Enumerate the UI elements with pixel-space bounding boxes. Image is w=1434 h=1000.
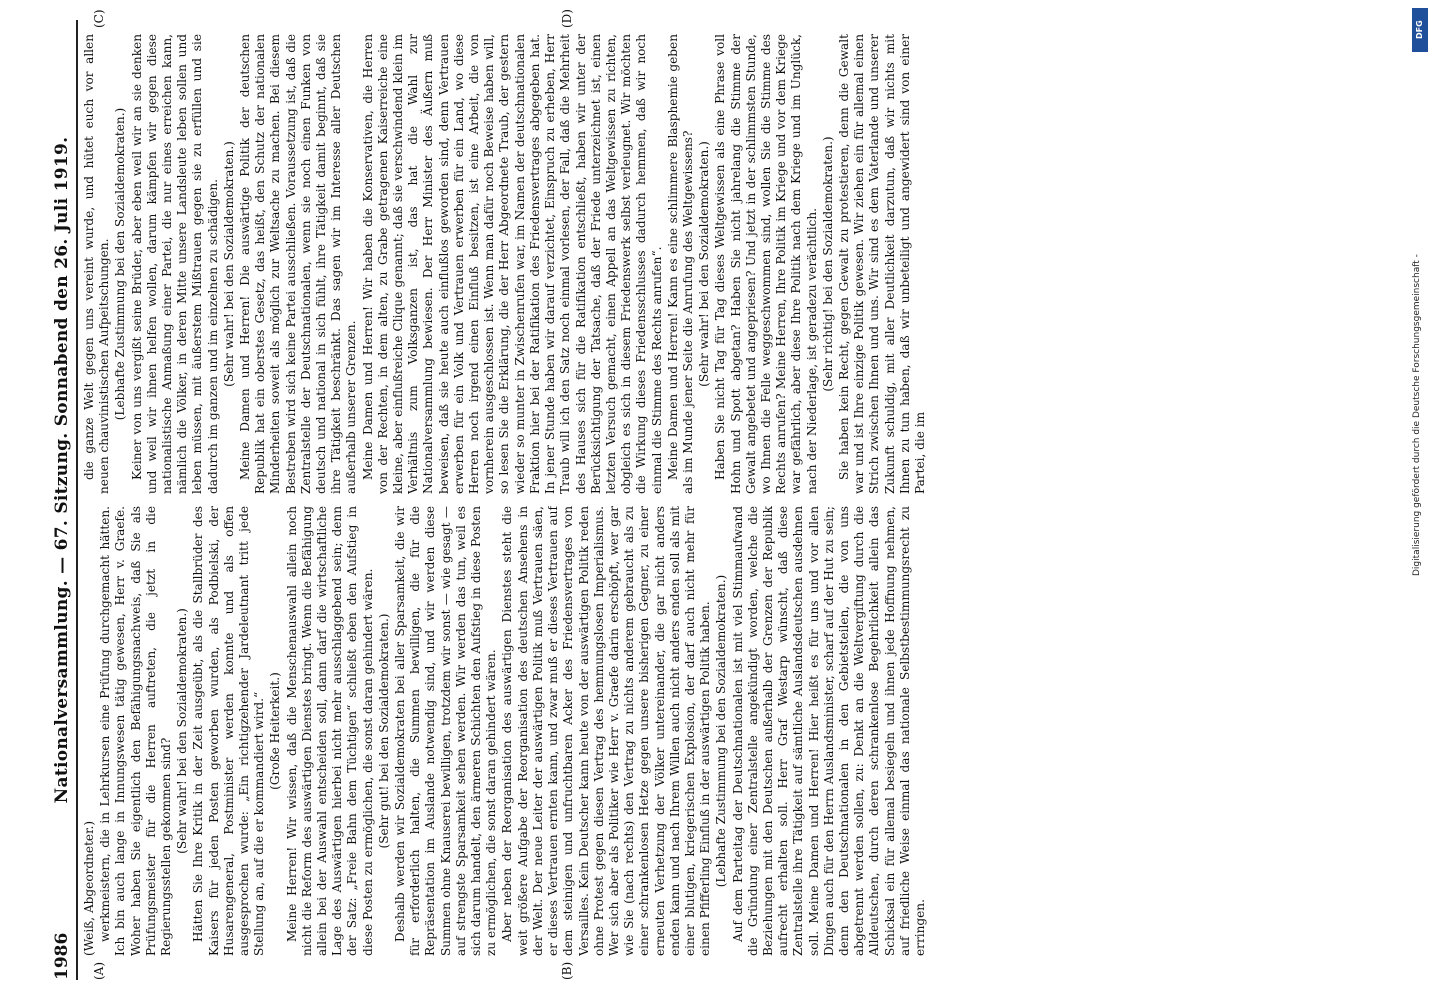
- paragraph: Meine Herren! Wir wissen, daß die Menschenauswahl allein noch nicht die Reform des auswärtigen Dienstes bringt. Wenn die Befähigung allein bei der Auswahl entscheiden soll, dann darf die wirtschaftliche Lage des Auswärtigen hierbei nicht mehr ausschlaggebend sein; denn der Satz: „Freie Bahn dem Tüchtigen“ schließt eben den Aufstieg in diese Posten zu ermöglichen, die sonst daran gehindert wären.: [284, 506, 375, 956]
- interjection: (Sehr richtig! bei den Sozialdemokraten.): [820, 136, 835, 392]
- speaker-line: (Weiß, Abgeordneter.): [82, 820, 96, 956]
- interjection: (Sehr wahr! bei den Sozialdemokraten.): [697, 141, 712, 387]
- dfg-logo: DFG: [1412, 8, 1428, 52]
- paragraph: Deshalb werden wir Sozialdemokraten bei aller Sparsamkeit, die wir für erforderlich halten, die Summen bewilligen, die für die Repräsentation im Auslande notwendig sind, und wir werden diese Summen ohne Knauserei bewilligen, trotzdem wir sonst — wie gesagt — auf strengste Sparsamkeit sehen werden. Wir werden das tun, weil es sich darum handelt, den ärmeren Schichten den Aufstieg in diese Posten zu ermöglichen, die sonst daran gehindert wären.: [393, 506, 499, 956]
- running-title: Nationalversammlung. — 67. Sitzung. Sonnabend den 26. Juli 1919.: [52, 136, 72, 804]
- paragraph: Meine Damen und Herren! Wir haben die Konservativen, die Herren von der Rechten, in dem alten, zu Grabe getragenen Kaiserreiche eine kleine, aber einflußreiche Clique genannt; daß sie verschwindend klein im Verhältnis zum Volksganzen ist, das hat die Wahl zur Nationalversammlung bewiesen. Der Herr Minister des Äußern muß beweisen, daß sie heute auch einflußlos geworden sind, denn Vertrauen erwerben für ein Volk und Vertrauen erwerben für ein Land, wo diese Herren noch irgend einen Einfluß besitzen, ist eine Arbeit, die von vornherein ausgeschlossen ist. Wenn man dafür noch Beweise haben will, so lesen Sie die Erklärung, die der Herr Abgeordnete Traub, der gestern wieder so munter in Zwischenrufen war, im Namen der deutschnationalen Fraktion hier bei der Ratifikation des Friedensvertrages abgegeben hat. In jener Stunde haben wir darauf verzichtet, Einspruch zu erheben, Herr Traub will ich den Satz noch einmal vorlesen, der Fall, daß die Mehrheit des Hauses sich für die Ratifikation entschließt, haben wir unter der Berücksichtigung der Tatsache, daß der Friede unterzeichnet ist, einen letzten Versuch gemacht, einen Appell an das Weltgewissen zu richten, obgleich es sich in diesem Friedenswerk selbst verleugnet. Wir möchten die Wirkung dieses Friedensschlusses dadurch hemmen, daß wir noch einmal die Stimme des Rechts anrufen“.: [360, 34, 664, 494]
- credit-text: Digitalisierung gefördert durch die Deutsche Forschungsgemeinschaft -: [1412, 254, 1422, 576]
- paragraph: werkmeistern, die in Lehrkursen eine Prüfung durchgemacht hätten. Ich bin auch lange in Innungswesen tätig gewesen, Herr v. Graefe. Woher haben Sie eigentlich den Befähigungsnachweis, daß Sie als Prüfungsmeister für die Herren auftreten, die jetzt in die Regierungsstellen gekommen sind?: [98, 506, 174, 956]
- margin-marker-b: (B): [560, 961, 574, 980]
- paragraph: Meine Damen und Herren! Die auswärtige Politik der deutschen Republik hat ein oberstes Gesetz, das heißt, den Schutz der nationalen Minderheiten soweit als möglich zur Weltsache zu machen. Bei diesem Bestreben wird sich keine Partei ausschließen. Voraussetzung ist, daß die Zentralstelle der Deutschnationalen, wenn sie noch einen Funken von deutsch und national in sich fühlt, ihre Tätigkeit damit beginnt, daß sie ihre Tätigkeit beschränkt. Das sagen wir im Interesse aller Deutschen außerhalb unserer Grenzen.: [238, 34, 359, 494]
- paragraph: Hätten Sie Ihre Kritik in der Zeit ausgeübt, als die Stallbrüder des Kaisers für jeden Posten geworben wurden, als Podbielski, der Husarengeneral, Postminister werden konnte und als offen ausgesprochen wurde: „Ein richtigzehender Jardeleutnant tritt jede Stellung an, auf die er kommandiert wird.“: [191, 506, 267, 956]
- margin-marker-c: (C): [92, 9, 106, 28]
- interjection: (Sehr wahr! bei den Sozialdemokraten.): [175, 608, 190, 854]
- margin-marker-d: (D): [560, 9, 574, 28]
- paragraph: die ganze Welt gegen uns vereint wurde, und hütet euch vor allen neuen chauvinistischen Aufpeitschungen.: [82, 34, 112, 494]
- digitization-credit: [1412, 8, 1432, 994]
- right-text-column: [82, 34, 1312, 494]
- interjection: (Sehr wahr! bei den Sozialdemokraten.): [221, 141, 236, 387]
- paragraph: Auf dem Parteitag der Deutschnationalen ist mit viel Stimmaufwand die Gründung einer Zentralstelle angekündigt worden, welche die Beziehungen mit den Deutschen außerhalb der Grenzen der Republik aufrecht erhalten soll. Herr Graf Westarp wünscht, daß diese Zentralstelle ihre Tätigkeit auf sämtliche Auslandsdeutschen ausdehnen soll. Meine Damen und Herren! Hier heißt es für uns und vor allen Dingen auch für den Herrn Auslandsminister, scharf auf der Hut zu sein; denn den Deutschnationalen in den Gebietsteilen, die von uns abgetrennt werden sollen, zu: Denkt an die Weltvergiftung durch die Alldeutschen, durch deren schrankenlose Begehrlichkeit allein das Schicksal ein für allemal besiegeln und ihnen jede Hoffnung nehmen, auf friedliche Weise einmal das nationale Selbstbestimmungsrecht zu erringen.: [730, 506, 927, 956]
- left-text-column: [82, 506, 1312, 956]
- page-number: 1986: [52, 932, 72, 980]
- paragraph: Haben Sie nicht Tag für Tag dieses Weltgewissen als eine Phrase voll Hohn und Spott abgetan? Haben Sie nicht jahrelang die Stimme der Gewalt angebetet und angepriesen? Und jetzt in der schlimmsten Stunde, wo Ihnen die Felle weggeschwommen sind, wollen Sie die Stimme des Rechts anrufen? Meine Herren, Ihre Politik im Kriege und vor dem Kriege war gefährlich, aber diese Ihre Politik nach dem Kriege und im Unglück, nach der Niederlage, ist geradezu verächtlich.: [713, 34, 819, 494]
- paragraph: Sie haben kein Recht, gegen Gewalt zu protestieren, denn die Gewalt war und ist Ihre einzige Politik gewesen. Wir ziehen ein für allemal einen Strich zwischen Ihnen und uns. Wir sind es dem Vaterlande und unserer Zukunft schuldig, mit aller Deutlichkeit darzutun, daß wir nichts mit Ihnen zu tun haben, daß wir unbeteiligt und angewidert sind von einer Partei, die im: [836, 34, 927, 494]
- page-header: [50, 20, 74, 980]
- interjection: (Große Heiterkeit.): [268, 672, 283, 790]
- interjection: (Lebhafte Zustimmung bei den Sozialdemokraten.): [714, 574, 729, 888]
- margin-marker-a: (A): [92, 961, 106, 980]
- header-rule: [76, 20, 78, 980]
- paragraph: Aber neben der Reorganisation des auswärtigen Dienstes steht die weit größere Aufgabe der Reorganisation des deutschen Ansehens in der Welt. Der neue Leiter der auswärtigen Politik muß Vertrauen säen, er dieses Vertrauen ernten kann, und zwar muß er dieses Vertrauen auf dem steinigen und unfruchtbaren Acker des Friedensvertrages von Versailles. Kein Deutscher kann heute von der auswärtigen Politik reden ohne Protest gegen diesen Vertrag des hemmungslosen Imperialismus. Wer sich aber als Politiker wie Herr v. Graefe darin erschöpft, wer gar wie Sie (nach rechts) den Vertrag zu nichts anderem gebraucht als zu einer schrankenlosen Hetze gegen unsere bisherigen Gegner, zu einer erneuten Verhetzung der Völker untereinander, die gar nicht anders enden kann und nach Ihrem Willen auch nicht anders enden soll als mit einer blutigen, kriegerischen Explosion, der darf auch nicht mehr für einen Pfifferling Einfluß in der auswärtigen Politik haben.: [500, 506, 713, 956]
- interjection: (Sehr gut! bei den Sozialdemokraten.): [376, 613, 391, 849]
- interjection: (Lebhafte Zustimmung bei den Sozialdemokraten.): [113, 107, 128, 421]
- paragraph: Meine Damen und Herren! Kann es eine schlimmere Blasphemie geben als im Munde jener Seite die Anrufung des Weltgewissens?: [665, 34, 695, 494]
- paragraph: Keiner von uns vergißt seine Brüder, aber eben weil wir an sie denken und weil wir ihnen helfen wollen, darum kämpfen wir gegen diese nationalistische Anmaßung einer Partei, die nur eines erreichen kann, nämlich die Völker, in deren Mitte unsere Landsleute leben sollen und leben müssen, mit äußerstem Mißtrauen gegen sie zu erfüllen und sie dadurch im ganzen und im einzelnen zu schädigen.: [129, 34, 220, 494]
